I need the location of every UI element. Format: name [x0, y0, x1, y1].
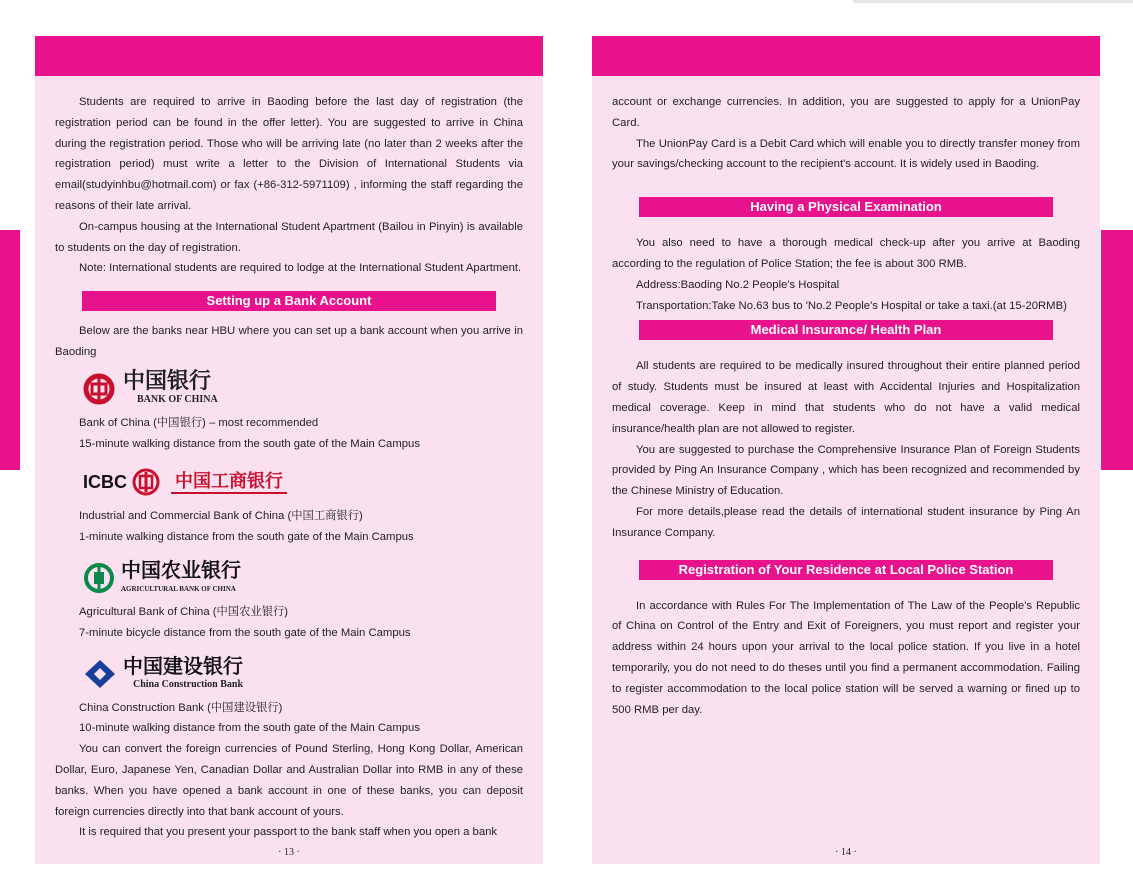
- paragraph-insurance-required: All students are required to be medically insured throughout their entire planned period of study. Students must be insured at least with Accidental Injuries and Hospitalization medical coverage. Keep in mind that students who do not have a valid medical insurance/health plan are not allowed to register.: [612, 360, 1080, 435]
- bank-distance-abc: 7-minute bicycle distance from the south gate of the Main Campus: [79, 626, 411, 639]
- abc-logo-en: AGRICULTURAL BANK OF CHINA: [121, 584, 236, 593]
- page-14: [592, 36, 1100, 864]
- paragraph-housing: On-campus housing at the International Student Apartment (Bailou in Pinyin) is available to students on the day of registration.: [55, 220, 523, 254]
- icbc-logo-prefix: ICBC: [83, 471, 127, 492]
- paragraph-police-registration: In accordance with Rules For The Implementation of The Law of the People's Republic of China on Control of the Entry and Exit of Foreigners, you must report and register your address within 24 hours upon your arrival to the local police station. If you live in a hotel temporarily, you do not need to do theses until you find a permanent accommodation. Failing to register accommodation to the local police station will be served a warning or fined up to 500 RMB per day.: [612, 599, 1080, 716]
- bank-distance-ccb: 10-minute walking distance from the south gate of the Main Campus: [79, 722, 420, 735]
- paragraph-bank-intro: Below are the banks near HBU where you can set up a bank account when you arrive in Baoding: [55, 325, 523, 358]
- paragraph-unionpay: account or exchange currencies. In addition, you are suggested to apply for a UnionPay Card.: [612, 96, 1080, 129]
- abc-logo: [83, 558, 523, 598]
- bank-distance-icbc: 1-minute walking distance from the south gate of the Main Campus: [79, 531, 414, 544]
- bank-name-boc: Bank of China (中国银行) – most recommended: [79, 416, 319, 429]
- boc-logo-cn: 中国银行: [123, 367, 212, 393]
- bank-name-abc: Agricultural Bank of China (中国农业银行): [79, 605, 289, 618]
- top-scrollbar: [853, 0, 1133, 3]
- ccb-emblem-icon: [83, 658, 117, 690]
- ccb-logo-cn: 中国建设银行: [123, 655, 243, 678]
- page-number: · 13 ·: [278, 847, 300, 858]
- bank-distance-boc: 15-minute walking distance from the south gate of the Main Campus: [79, 437, 420, 450]
- right-edge-tab: [1101, 230, 1133, 470]
- paragraph-unionpay-card: The UnionPay Card is a Debit Card which will enable you to directly transfer money from your savings/checking account to the recipient's account. It is widely used in Baoding.: [612, 137, 1080, 171]
- paragraph-insurance-details: For more details,please read the details of international student insurance by Ping An Insurance Company.: [612, 505, 1080, 539]
- boc-logo-en: BANK OF CHINA: [137, 393, 218, 405]
- ccb-logo-en: China Construction Bank: [133, 678, 244, 690]
- page-13: [35, 36, 543, 864]
- paragraph-note: Note: International students are required to lodge at the International Student Apartment.: [79, 262, 522, 275]
- page-13-content: [35, 76, 543, 843]
- page-header-bar: [35, 36, 543, 76]
- boc-emblem-icon: [83, 373, 115, 405]
- page-number: · 14 ·: [835, 847, 857, 858]
- page-14-content: [592, 76, 1100, 720]
- section-heading-physical: Having a Physical Examination: [639, 197, 1053, 217]
- paragraph-medical-checkup: You also need to have a thorough medical check-up after you arrive at Baoding according to the regulation of Police Station; the fee is about 300 RMB.: [612, 237, 1080, 270]
- paragraph-insurance-plan: You are suggested to purchase the Comprehensive Insurance Plan of Foreign Students provided by Ping An Insurance Company , which has been recognized and recommended by the Chinese Ministry of Education.: [612, 443, 1080, 498]
- section-heading-bank: Setting up a Bank Account: [82, 291, 496, 311]
- bank-name-icbc: Industrial and Commercial Bank of China (中国工商银行): [79, 510, 363, 523]
- icbc-logo: [83, 462, 523, 502]
- paragraph-currency: You can convert the foreign currencies of Pound Sterling, Hong Kong Dollar, American Dollar, Euro, Japanese Yen, Canadian Dollar and Australian Dollar into RMB in any of these banks. When you have opened a bank account in one of these banks, you can deposit foreign currencies directly into that bank account of yours.: [55, 743, 523, 818]
- paragraph-passport: It is required that you present your passport to the bank staff when you open a bank: [79, 826, 498, 839]
- section-heading-police: Registration of Your Residence at Local Police Station: [639, 560, 1053, 580]
- left-edge-tab: [0, 230, 20, 470]
- boc-logo: [83, 369, 523, 409]
- icbc-emblem-icon: [131, 467, 161, 497]
- abc-logo-cn: 中国农业银行: [121, 559, 241, 582]
- icbc-logo-cn: 中国工商银行: [171, 471, 287, 494]
- ccb-logo: [83, 654, 523, 694]
- abc-emblem-icon: [83, 562, 115, 594]
- paragraph-address: Address:Baoding No.2 People's Hospital: [636, 278, 840, 291]
- page-header-bar: [592, 36, 1100, 76]
- section-heading-insurance: Medical Insurance/ Health Plan: [639, 320, 1053, 340]
- bank-name-ccb: China Construction Bank (中国建设银行): [79, 701, 283, 714]
- paragraph-transportation: Transportation:Take No.63 bus to 'No.2 People's Hospital or take a taxi.(at 15-20RMB): [636, 299, 1067, 312]
- paragraph-arrival: Students are required to arrive in Baoding before the last day of registration (the registration period can be found in the offer letter). You are suggested to arrive in China during the registration period. Those who will be arriving late (no later than 2 weeks after the registration period) must write a letter to the Division of International Students via email(studyinhbu@hotmail.com) or fax (+86-312-5971109) , informing the staff regarding the reasons of their late arrival.: [55, 96, 523, 212]
